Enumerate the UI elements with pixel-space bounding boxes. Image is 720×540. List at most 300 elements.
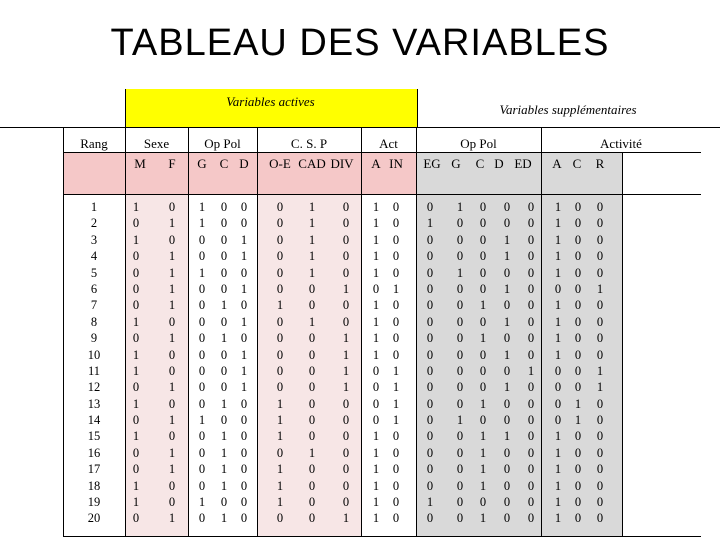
sexe-divider <box>188 127 189 536</box>
cell-opps-d: 0 <box>503 445 511 460</box>
cell-act-in: 0 <box>392 200 400 214</box>
cell-act-in: 0 <box>392 249 400 264</box>
column-activite-c <box>566 199 590 527</box>
cell-csp-div: 0 <box>342 462 350 477</box>
cell-op-pol-d: 1 <box>240 249 248 264</box>
cell-rang: 7 <box>90 298 98 313</box>
cell-activite-r: 0 <box>596 511 604 526</box>
cell-act-in: 0 <box>392 495 400 510</box>
cell-opps-d: 1 <box>503 314 511 329</box>
cell-op-pol-d: 0 <box>240 478 248 493</box>
cell-op-pol-d: 1 <box>240 232 248 247</box>
cell-activite-r: 1 <box>596 363 604 378</box>
cell-csp-div: 0 <box>342 200 350 214</box>
header-rang: Rang <box>80 136 108 151</box>
cell-op-pol-d: 0 <box>240 265 248 280</box>
cell-act-a: 1 <box>372 511 380 526</box>
cell-csp-cad: 0 <box>308 462 316 477</box>
cell-sexe-f: 1 <box>168 511 176 526</box>
cell-op-pol-g: 0 <box>198 380 206 395</box>
csp-divider <box>361 127 362 536</box>
cell-activite-r: 0 <box>596 478 604 493</box>
cell-csp-oe: 1 <box>276 429 284 444</box>
cell-sexe-f: 1 <box>168 380 176 395</box>
cell-act-a: 1 <box>372 232 380 247</box>
cell-opps-g: 0 <box>456 331 464 346</box>
cell-op-pol-g: 0 <box>198 281 206 296</box>
cell-op-pol-g: 0 <box>198 445 206 460</box>
cell-activite-c: 0 <box>574 363 582 378</box>
cell-opps-ed: 0 <box>527 429 535 444</box>
cell-activite-r: 1 <box>596 281 604 296</box>
cell-opps-eg: 0 <box>426 511 434 526</box>
cell-activite-r: 0 <box>596 413 604 428</box>
cell-opps-d: 0 <box>503 413 511 428</box>
cell-csp-div: 0 <box>342 232 350 247</box>
cell-opps-d: 0 <box>503 216 511 231</box>
cell-opps-c: 0 <box>479 495 487 510</box>
cell-csp-oe: 0 <box>276 281 284 296</box>
cell-opps-eg: 0 <box>426 363 434 378</box>
header-top-line <box>0 127 720 128</box>
cell-activite-r: 0 <box>596 347 604 362</box>
cell-opps-c: 0 <box>479 265 487 280</box>
cell-csp-div: 0 <box>342 396 350 411</box>
cell-op-pol-c: 0 <box>220 232 228 247</box>
cell-csp-oe: 0 <box>276 216 284 231</box>
cell-act-in: 1 <box>392 363 400 378</box>
cell-opps-c: 0 <box>479 363 487 378</box>
cell-csp-div: 0 <box>342 495 350 510</box>
cell-opps-ed: 0 <box>527 298 535 313</box>
cell-op-pol-g: 0 <box>198 462 206 477</box>
cell-csp-div: 0 <box>342 429 350 444</box>
cell-csp-div: 0 <box>342 298 350 313</box>
cell-opps-g: 1 <box>456 265 464 280</box>
cell-sexe-m: 0 <box>132 249 140 264</box>
subheader-activite-r: R <box>595 156 605 171</box>
cell-sexe-f: 0 <box>168 495 176 510</box>
cell-csp-div: 0 <box>342 216 350 231</box>
cell-opps-c: 0 <box>479 249 487 264</box>
cell-csp-oe: 0 <box>276 380 284 395</box>
subheader-csp-div: DIV <box>330 156 354 171</box>
cell-opps-c: 1 <box>479 511 487 526</box>
cell-opps-g: 1 <box>456 200 464 214</box>
cell-sexe-m: 1 <box>132 363 140 378</box>
cell-opps-ed: 0 <box>527 462 535 477</box>
subheader-op-pol-c: C <box>219 156 229 171</box>
cell-opps-ed: 0 <box>527 380 535 395</box>
cell-sexe-f: 0 <box>168 429 176 444</box>
cell-sexe-m: 0 <box>132 380 140 395</box>
cell-rang: 2 <box>90 216 98 231</box>
cell-csp-oe: 0 <box>276 445 284 460</box>
op-pol-divider <box>257 127 258 536</box>
column-opps-g <box>448 199 472 527</box>
cell-activite-c: 0 <box>574 265 582 280</box>
table-bottom-line <box>63 536 701 537</box>
cell-act-a: 0 <box>372 380 380 395</box>
cell-sexe-f: 1 <box>168 249 176 264</box>
cell-opps-g: 0 <box>456 511 464 526</box>
header-act: Act <box>379 136 398 151</box>
cell-activite-a: 1 <box>554 495 562 510</box>
cell-sexe-f: 1 <box>168 331 176 346</box>
subheader-csp-cad: CAD <box>298 156 326 171</box>
cell-opps-eg: 0 <box>426 265 434 280</box>
cell-opps-eg: 0 <box>426 445 434 460</box>
cell-csp-div: 1 <box>342 363 350 378</box>
cell-act-a: 1 <box>372 462 380 477</box>
cell-act-in: 0 <box>392 429 400 444</box>
cell-activite-r: 1 <box>596 380 604 395</box>
cell-act-in: 1 <box>392 281 400 296</box>
cell-sexe-f: 0 <box>168 232 176 247</box>
cell-act-a: 1 <box>372 216 380 231</box>
column-act-in <box>384 199 408 527</box>
cell-csp-cad: 0 <box>308 413 316 428</box>
cell-rang: 20 <box>87 511 101 526</box>
cell-op-pol-g: 0 <box>198 511 206 526</box>
column-csp-oe <box>268 199 292 527</box>
cell-op-pol-g: 0 <box>198 363 206 378</box>
cell-sexe-m: 1 <box>132 347 140 362</box>
cell-opps-eg: 0 <box>426 298 434 313</box>
column-csp-cad <box>300 199 324 527</box>
cell-act-a: 1 <box>372 314 380 329</box>
column-opps-ed <box>519 199 543 527</box>
cell-op-pol-g: 1 <box>198 495 206 510</box>
cell-opps-eg: 0 <box>426 396 434 411</box>
cell-sexe-f: 1 <box>168 216 176 231</box>
cell-activite-r: 0 <box>596 445 604 460</box>
subheader-activite-c: C <box>572 156 582 171</box>
cell-csp-cad: 0 <box>308 511 316 526</box>
cell-op-pol-c: 0 <box>220 200 228 214</box>
cell-opps-c: 1 <box>479 396 487 411</box>
cell-op-pol-d: 0 <box>240 331 248 346</box>
cell-opps-g: 0 <box>456 249 464 264</box>
cell-csp-div: 0 <box>342 413 350 428</box>
cell-act-in: 0 <box>392 216 400 231</box>
cell-op-pol-c: 0 <box>220 347 228 362</box>
cell-activite-r: 0 <box>596 314 604 329</box>
cell-csp-div: 1 <box>342 281 350 296</box>
cell-act-in: 0 <box>392 347 400 362</box>
cell-op-pol-c: 0 <box>220 216 228 231</box>
cell-opps-d: 0 <box>503 200 511 214</box>
cell-sexe-f: 1 <box>168 413 176 428</box>
cell-opps-eg: 0 <box>426 429 434 444</box>
cell-op-pol-g: 0 <box>198 249 206 264</box>
cell-activite-a: 1 <box>554 347 562 362</box>
cell-csp-cad: 0 <box>308 331 316 346</box>
cell-opps-g: 0 <box>456 216 464 231</box>
cell-csp-oe: 1 <box>276 478 284 493</box>
cell-opps-d: 1 <box>503 347 511 362</box>
cell-op-pol-d: 0 <box>240 462 248 477</box>
cell-csp-div: 1 <box>342 347 350 362</box>
cell-opps-g: 0 <box>456 380 464 395</box>
cell-opps-g: 0 <box>456 298 464 313</box>
cell-op-pol-c: 1 <box>220 511 228 526</box>
cell-opps-d: 0 <box>503 265 511 280</box>
cell-op-pol-d: 0 <box>240 429 248 444</box>
cell-act-a: 1 <box>372 331 380 346</box>
cell-op-pol-d: 1 <box>240 380 248 395</box>
cell-sexe-m: 1 <box>132 314 140 329</box>
cell-act-in: 0 <box>392 511 400 526</box>
cell-csp-div: 0 <box>342 445 350 460</box>
cell-activite-r: 0 <box>596 429 604 444</box>
cell-act-in: 0 <box>392 462 400 477</box>
cell-csp-div: 1 <box>342 331 350 346</box>
header-op-pol-supp: Op Pol <box>460 136 497 151</box>
subheader-csp-oe: O-E <box>269 156 291 171</box>
cell-op-pol-d: 0 <box>240 200 248 214</box>
subheader-top-line <box>63 152 701 153</box>
cell-opps-c: 1 <box>479 462 487 477</box>
cell-activite-a: 1 <box>554 478 562 493</box>
cell-csp-div: 0 <box>342 265 350 280</box>
page-title: TABLEAU DES VARIABLES <box>110 22 610 64</box>
cell-op-pol-c: 0 <box>220 265 228 280</box>
cell-act-in: 0 <box>392 478 400 493</box>
cell-op-pol-c: 0 <box>220 413 228 428</box>
cell-csp-div: 1 <box>342 511 350 526</box>
cell-csp-cad: 1 <box>308 232 316 247</box>
cell-opps-eg: 0 <box>426 413 434 428</box>
subheader-opps-eg: EG <box>423 156 441 171</box>
cell-opps-ed: 0 <box>527 232 535 247</box>
cell-csp-cad: 1 <box>308 314 316 329</box>
cell-op-pol-g: 0 <box>198 396 206 411</box>
cell-op-pol-d: 0 <box>240 216 248 231</box>
cell-opps-c: 0 <box>479 200 487 214</box>
cell-opps-ed: 1 <box>527 363 535 378</box>
cell-op-pol-d: 0 <box>240 445 248 460</box>
cell-activite-c: 1 <box>574 396 582 411</box>
cell-op-pol-c: 0 <box>220 495 228 510</box>
cell-activite-r: 0 <box>596 298 604 313</box>
cell-opps-d: 1 <box>503 249 511 264</box>
cell-sexe-f: 0 <box>168 363 176 378</box>
cell-opps-c: 1 <box>479 445 487 460</box>
cell-activite-c: 0 <box>574 331 582 346</box>
cell-activite-c: 0 <box>574 380 582 395</box>
cell-rang: 11 <box>87 363 101 378</box>
cell-csp-oe: 0 <box>276 363 284 378</box>
cell-opps-ed: 0 <box>527 347 535 362</box>
cell-activite-c: 0 <box>574 511 582 526</box>
cell-csp-oe: 0 <box>276 200 284 214</box>
cell-rang: 13 <box>87 396 101 411</box>
cell-sexe-f: 0 <box>168 200 176 214</box>
cell-act-a: 1 <box>372 200 380 214</box>
cell-op-pol-g: 1 <box>198 216 206 231</box>
cell-activite-c: 0 <box>574 249 582 264</box>
header-csp: C. S. P <box>290 136 328 151</box>
cell-activite-c: 0 <box>574 445 582 460</box>
column-sexe-f <box>160 199 184 527</box>
cell-opps-d: 0 <box>503 478 511 493</box>
act-divider <box>416 127 417 536</box>
rang-subheader-bg <box>63 152 125 194</box>
cell-opps-eg: 1 <box>426 216 434 231</box>
cell-activite-c: 1 <box>574 413 582 428</box>
cell-csp-oe: 0 <box>276 249 284 264</box>
cell-csp-oe: 0 <box>276 265 284 280</box>
subheader-op-pol-g: G <box>197 156 207 171</box>
cell-op-pol-g: 0 <box>198 478 206 493</box>
column-sexe-m <box>124 199 148 527</box>
cell-act-a: 0 <box>372 363 380 378</box>
cell-op-pol-g: 0 <box>198 298 206 313</box>
cell-activite-a: 1 <box>554 445 562 460</box>
cell-op-pol-c: 1 <box>220 445 228 460</box>
column-rang <box>82 199 106 527</box>
cell-act-in: 0 <box>392 298 400 313</box>
cell-act-a: 0 <box>372 413 380 428</box>
cell-op-pol-g: 0 <box>198 429 206 444</box>
cell-activite-a: 0 <box>554 363 562 378</box>
column-op-pol-d <box>232 199 256 527</box>
cell-op-pol-d: 1 <box>240 281 248 296</box>
active-variables-label: Variables actives <box>226 94 315 109</box>
cell-rang: 16 <box>87 445 101 460</box>
cell-activite-r: 0 <box>596 232 604 247</box>
cell-activite-a: 1 <box>554 429 562 444</box>
cell-activite-r: 0 <box>596 265 604 280</box>
cell-activite-r: 0 <box>596 216 604 231</box>
cell-op-pol-d: 1 <box>240 314 248 329</box>
cell-op-pol-d: 0 <box>240 413 248 428</box>
cell-csp-div: 0 <box>342 314 350 329</box>
cell-activite-a: 1 <box>554 511 562 526</box>
cell-activite-c: 0 <box>574 347 582 362</box>
cell-opps-c: 0 <box>479 380 487 395</box>
cell-activite-c: 0 <box>574 314 582 329</box>
cell-sexe-m: 0 <box>132 413 140 428</box>
table-left-border <box>63 127 64 536</box>
cell-act-a: 1 <box>372 265 380 280</box>
header-sexe: Sexe <box>143 136 170 151</box>
subheader-act-a: A <box>371 156 381 171</box>
cell-activite-a: 0 <box>554 413 562 428</box>
cell-rang: 14 <box>87 413 101 428</box>
cell-csp-cad: 0 <box>308 478 316 493</box>
cell-op-pol-d: 0 <box>240 495 248 510</box>
cell-opps-d: 1 <box>503 281 511 296</box>
cell-sexe-m: 0 <box>132 511 140 526</box>
cell-opps-ed: 0 <box>527 281 535 296</box>
cell-op-pol-c: 1 <box>220 331 228 346</box>
cell-act-a: 1 <box>372 445 380 460</box>
cell-opps-ed: 0 <box>527 478 535 493</box>
subheader-op-pol-d: D <box>239 156 249 171</box>
cell-op-pol-c: 0 <box>220 249 228 264</box>
cell-sexe-m: 0 <box>132 462 140 477</box>
cell-opps-d: 0 <box>503 363 511 378</box>
cell-op-pol-d: 0 <box>240 396 248 411</box>
cell-sexe-f: 1 <box>168 265 176 280</box>
cell-opps-eg: 0 <box>426 314 434 329</box>
cell-opps-ed: 0 <box>527 396 535 411</box>
column-activite-r <box>588 199 612 527</box>
cell-opps-c: 0 <box>479 314 487 329</box>
cell-opps-c: 0 <box>479 216 487 231</box>
cell-opps-eg: 0 <box>426 478 434 493</box>
cell-opps-c: 1 <box>479 298 487 313</box>
cell-sexe-f: 0 <box>168 478 176 493</box>
cell-opps-eg: 0 <box>426 232 434 247</box>
cell-activite-a: 1 <box>554 200 562 214</box>
cell-opps-eg: 0 <box>426 281 434 296</box>
cell-sexe-m: 1 <box>132 396 140 411</box>
cell-csp-div: 0 <box>342 478 350 493</box>
cell-rang: 15 <box>87 429 101 444</box>
cell-opps-eg: 0 <box>426 380 434 395</box>
cell-activite-r: 0 <box>596 396 604 411</box>
cell-sexe-m: 1 <box>132 200 140 214</box>
column-op-pol-g <box>190 199 214 527</box>
cell-opps-g: 0 <box>456 396 464 411</box>
cell-op-pol-c: 1 <box>220 396 228 411</box>
cell-activite-c: 0 <box>574 298 582 313</box>
cell-activite-r: 0 <box>596 495 604 510</box>
cell-opps-ed: 0 <box>527 249 535 264</box>
cell-activite-a: 0 <box>554 281 562 296</box>
cell-opps-d: 0 <box>503 298 511 313</box>
cell-op-pol-c: 1 <box>220 462 228 477</box>
cell-csp-oe: 1 <box>276 462 284 477</box>
column-opps-c <box>471 199 495 527</box>
cell-csp-cad: 0 <box>308 298 316 313</box>
cell-rang: 3 <box>90 232 98 247</box>
cell-op-pol-c: 0 <box>220 281 228 296</box>
cell-op-pol-g: 1 <box>198 413 206 428</box>
cell-csp-cad: 0 <box>308 429 316 444</box>
cell-opps-ed: 0 <box>527 445 535 460</box>
cell-op-pol-c: 1 <box>220 429 228 444</box>
cell-op-pol-d: 1 <box>240 347 248 362</box>
cell-activite-a: 1 <box>554 298 562 313</box>
cell-opps-c: 0 <box>479 232 487 247</box>
cell-activite-c: 0 <box>574 495 582 510</box>
cell-csp-cad: 0 <box>308 495 316 510</box>
cell-opps-c: 0 <box>479 347 487 362</box>
cell-activite-a: 1 <box>554 249 562 264</box>
cell-act-in: 0 <box>392 445 400 460</box>
cell-opps-g: 0 <box>456 363 464 378</box>
cell-opps-g: 0 <box>456 232 464 247</box>
cell-opps-eg: 0 <box>426 462 434 477</box>
cell-opps-g: 0 <box>456 495 464 510</box>
cell-opps-c: 1 <box>479 478 487 493</box>
cell-sexe-m: 1 <box>132 232 140 247</box>
cell-activite-c: 0 <box>574 200 582 214</box>
cell-op-pol-c: 1 <box>220 478 228 493</box>
cell-rang: 5 <box>90 265 98 280</box>
cell-op-pol-d: 1 <box>240 363 248 378</box>
cell-csp-cad: 0 <box>308 363 316 378</box>
cell-opps-ed: 0 <box>527 265 535 280</box>
cell-opps-d: 0 <box>503 331 511 346</box>
cell-op-pol-g: 1 <box>198 200 206 214</box>
cell-activite-a: 1 <box>554 462 562 477</box>
cell-csp-cad: 0 <box>308 281 316 296</box>
